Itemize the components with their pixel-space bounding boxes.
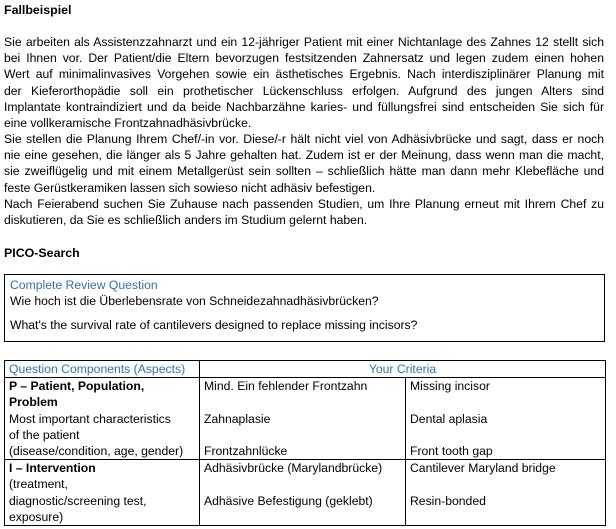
criterion: Adhäsive Befestigung (geklebt): [204, 493, 373, 508]
text-line: eine vollkeramische Frontzahnadhäsivbrücke.: [4, 116, 252, 131]
criteria-english-cell: [406, 460, 606, 526]
review-question-english: What's the survival rate of cantilevers designed to replace missing incisors?: [10, 318, 418, 332]
criterion: Adhäsivbrücke (Marylandbrücke): [204, 461, 383, 476]
text-line: Nach Feierabend suchen Sie Zuhause nach passenden Studien, um Ihre Planung erneut mit Ihrem Chef zu: [4, 197, 604, 211]
text-line: Sie stellen die Planung Ihrem Chef/-in vor. Diese/-r hält nicht viel von Adhäsivbrücke und sagt, dass er noch: [4, 132, 604, 146]
component-title: I – Intervention: [9, 461, 96, 476]
text-line: sie zweiflügelig und mit einem Metallgerüst sein sollten – schließlich hätte man dann mehr Klebefläche und: [4, 164, 604, 179]
criteria-german-cell: [200, 378, 406, 460]
component-description: diagnostic/screening test,: [9, 493, 147, 508]
criterion: Missing incisor: [410, 379, 490, 394]
criterion: Cantilever Maryland bridge: [410, 461, 556, 476]
table-row-patient: [5, 378, 606, 460]
text-line: Wert auf minimalinvasives Vorgehen sowie ein ästhetisches Ergebnis. Nach interdisziplinärer Planung mit: [4, 67, 604, 82]
criterion: Resin-bonded: [410, 493, 486, 508]
component-description: Most important characteristics: [9, 411, 171, 426]
text-line: nie eine gesehen, die länger als 5 Jahre gehalten hat. Zudem ist er der Meinung, dass wenn man die macht,: [4, 148, 604, 163]
review-question-german: Wie hoch ist die Überlebensrate von Schneidezahnadhäsivbrücken?: [10, 294, 379, 308]
criteria-english-cell: [406, 378, 606, 460]
text-line: Implantate kontraindiziert und da beide Nachbarzähne karies- und füllungsfrei sind entscheiden Sie sich für: [4, 99, 604, 114]
text-line: Sie arbeiten als Assistenzzahnarzt und ein 12-jähriger Patient mit einer Nichtanlage des Zahnes 12 stellt sich: [4, 35, 604, 49]
component-description: of the patient: [9, 427, 80, 442]
pico-table-header: [5, 361, 606, 378]
criterion: Mind. Ein fehlender Frontzahn: [204, 379, 368, 394]
component-description: exposure): [9, 509, 64, 524]
component-description: (treatment,: [9, 477, 68, 492]
case-paragraph-1: [4, 34, 604, 131]
criteria-german-cell: [200, 460, 406, 526]
text-line: diskutieren, da Sie es schließlich anders im Studium gelernt haben.: [4, 213, 368, 228]
criterion: Zahnaplasie: [204, 411, 271, 426]
component-title: Problem: [9, 395, 58, 410]
criterion: Dental aplasia: [410, 411, 488, 426]
criterion: Frontzahnlücke: [204, 443, 288, 458]
pico-heading: PICO-Search: [4, 246, 80, 260]
text-line: feste Gerüstkeramiken lassen sich sowieso nicht adhäsiv befestigen.: [4, 180, 376, 195]
pico-table: [4, 360, 606, 526]
component-title: P – Patient, Population,: [9, 379, 145, 394]
case-paragraph-3: [4, 196, 604, 228]
component-cell: [5, 460, 200, 526]
header-criteria: Your Criteria: [200, 361, 606, 378]
review-question-box: [4, 274, 605, 342]
text-line: bei Ihnen vor. Der Patient/die Eltern bevorzugen festsitzenden Zahnersatz und legen zudem einen hohen: [4, 51, 604, 66]
table-row-intervention: [5, 460, 606, 526]
case-paragraph-2: [4, 131, 604, 196]
criterion: Front tooth gap: [410, 443, 493, 458]
review-question-title: Complete Review Question: [10, 278, 158, 292]
case-heading: Fallbeispiel: [4, 3, 72, 17]
text-line: der Kieferorthopädie soll ein prothetischer Lückenschluss erfolgen. Aufgrund des jungen Alters sind: [4, 83, 604, 98]
component-description: (disease/condition, age, gender): [9, 443, 184, 458]
component-cell: [5, 378, 200, 460]
header-components: Question Components (Aspects): [5, 361, 200, 378]
